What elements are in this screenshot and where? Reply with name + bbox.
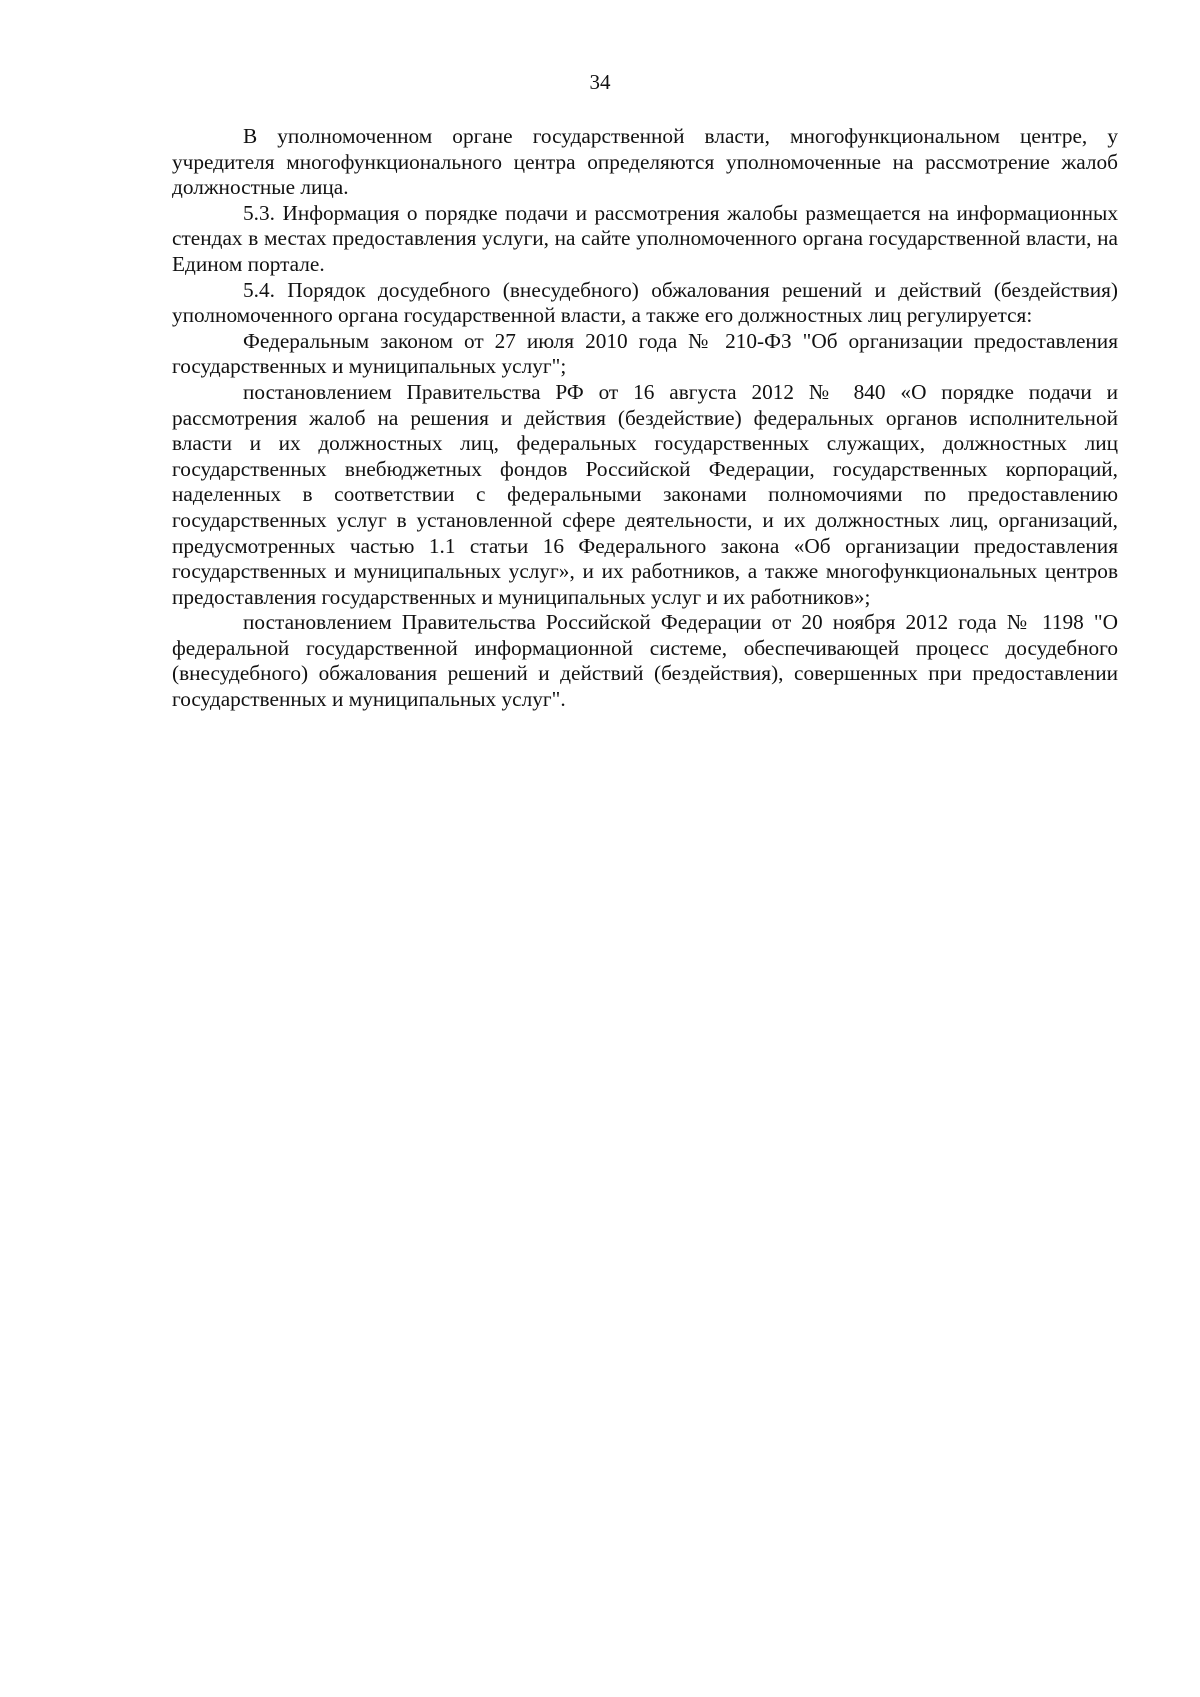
paragraph-resolution-1198: постановлением Правительства Российской Федерации от 20 ноября 2012 года № 1198 "О федеральной государственной информационной системе, обеспечивающей процесс досудебного (внесудебного) обжалования решений и действий (бездействия), совершенных при предоставлении государственных и муниципальных услуг". bbox=[172, 610, 1118, 712]
page-number: 34 bbox=[589, 70, 611, 94]
paragraph-authorized-officials: В уполномоченном органе государственной власти, многофункциональном центре, у учредителя многофункционального центра определяются уполномоченные на рассмотрение жалоб должностные лица. bbox=[172, 124, 1118, 200]
paragraph-resolution-840: постановлением Правительства РФ от 16 августа 2012 № 840 «О порядке подачи и рассмотрения жалоб на решения и действия (бездействие) федеральных органов исполнительной власти и их должностных лиц, федеральных государственных служащих, должностных лиц государственных внебюджетных фондов Российской Федерации, государственных корпораций, наделенных в соответствии с федеральными законами полномочиями по предоставлению государственных услуг в установленной сфере деятельности, и их должностных лиц, организаций, предусмотренных частью 1.1 статьи 16 Федерального закона «Об организации предоставления государственных и муниципальных услуг», и их работников, а также многофункциональных центров предоставления государственных и муниципальных услуг и их работников»; bbox=[172, 379, 1118, 609]
paragraph-federal-law-210: Федеральным законом от 27 июля 2010 года № 210-ФЗ "Об организации предоставления государственных и муниципальных услуг"; bbox=[172, 328, 1118, 379]
paragraph-5-3: 5.3. Информация о порядке подачи и рассмотрения жалобы размещается на информационных стендах в местах предоставления услуги, на сайте уполномоченного органа государственной власти, на Едином портале. bbox=[172, 200, 1118, 276]
document-body bbox=[172, 124, 1118, 713]
paragraph-5-4: 5.4. Порядок досудебного (внесудебного) обжалования решений и действий (бездействия) уполномоченного органа государственной власти, а также его должностных лиц регулируется: bbox=[172, 277, 1118, 328]
